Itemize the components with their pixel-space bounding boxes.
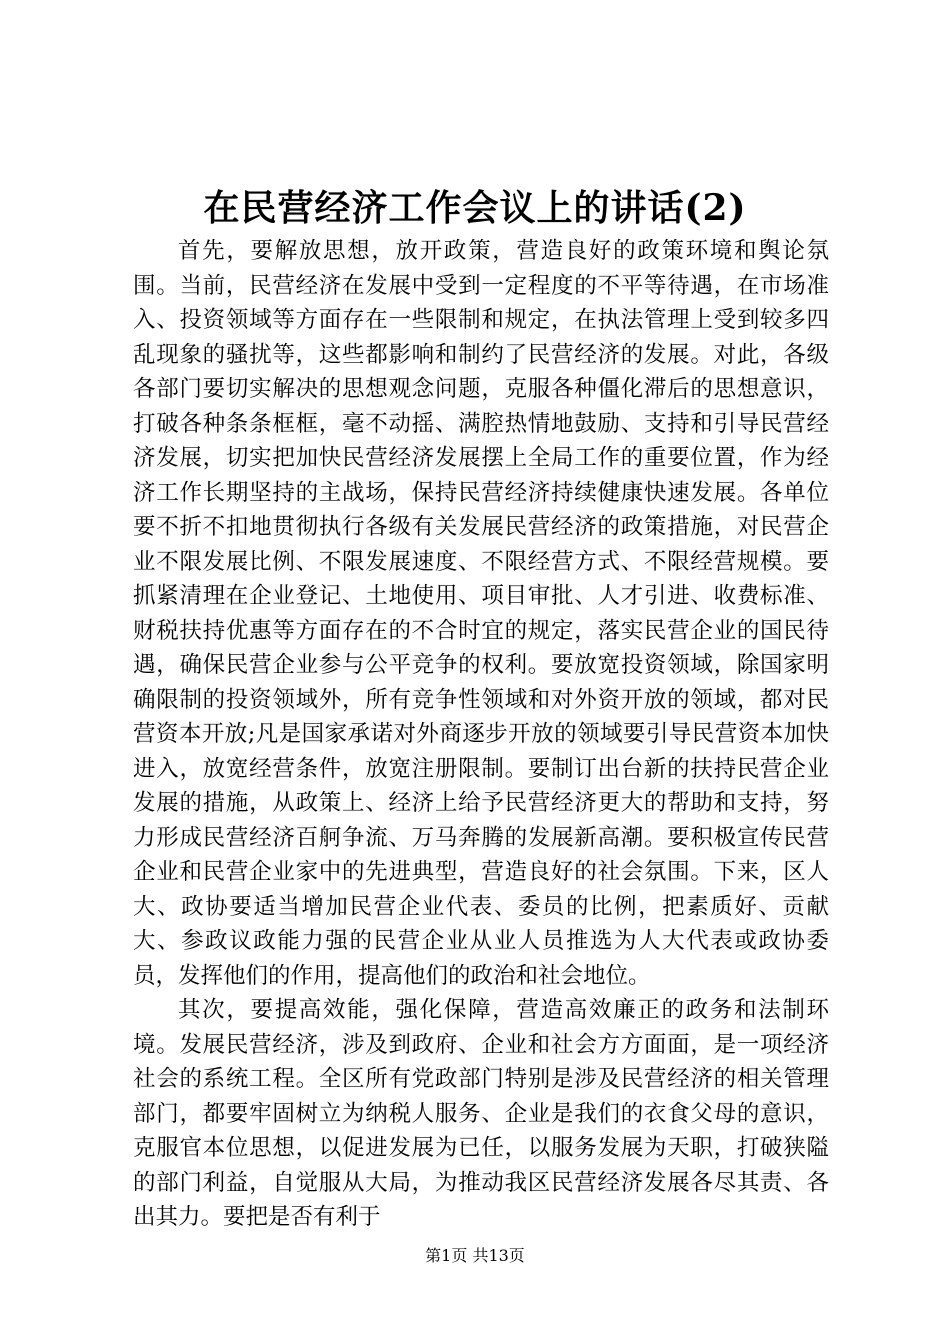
- paragraph-2: 其次，要提高效能，强化保障，营造高效廉正的政务和法制环境。发展民营经济，涉及到政府、企业和社会方方面面，是一项经济社会的系统工程。全区所有党政部门特别是涉及民营经济的相关管理部门，都要牢固树立为纳税人服务、企业是我们的衣食父母的意识，克服官本位思想，以促进发展为已任，以服务发展为天职，打破狭隘的部门利益，自觉服从大局，为推动我区民营经济发展各尽其责、各出其力。要把是否有利于: [133, 997, 829, 1230]
- page-title: 在民营经济工作会议上的讲话(2): [203, 187, 747, 229]
- document-body: [133, 234, 829, 1235]
- paragraph-1: 首先，要解放思想，放开政策，营造良好的政策环境和舆论氛围。当前，民营经济在发展中受到一定程度的不平等待遇，在市场准入、投资领域等方面存在一些限制和规定，在执法管理上受到较多四乱现象的骚扰等，这些都影响和制约了民营经济的发展。对此，各级各部门要切实解决的思想观念问题，克服各种僵化滞后的思想意识，打破各种条条框框，毫不动摇、满腔热情地鼓励、支持和引导民营经济发展，切实把加快民营经济发展摆上全局工作的重要位置，作为经济工作长期坚持的主战场，保持民营经济持续健康快速发展。各单位要不折不扣地贯彻执行各级有关发展民营经济的政策措施，对民营企业不限发展比例、不限发展速度、不限经营方式、不限经营规模。要抓紧清理在企业登记、土地使用、项目审批、人才引进、收费标准、财税扶持优惠等方面存在的不合时宜的规定，落实民营企业的国民待遇，确保民营企业参与公平竞争的权利。要放宽投资领域，除国家明确限制的投资领域外，所有竞争性领域和对外资开放的领域，都对民营资本开放;凡是国家承诺对外商逐步开放的领域要引导民营资本加快进入，放宽经营条件，放宽注册限制。要制订出台新的扶持民营企业发展的措施，从政策上、经济上给予民营经济更大的帮助和支持，努力形成民营经济百舸争流、万马奔腾的发展新高潮。要积极宣传民营企业和民营企业家中的先进典型，营造良好的社会氛围。下来，区人大、政协要适当增加民营企业代表、委员的比例，把素质好、贡献大、参政议政能力强的民营企业从业人员推选为人大代表或政协委员，发挥他们的作用，提高他们的政治和社会地位。: [133, 238, 829, 989]
- page-footer: 第1页 共13页: [425, 1246, 525, 1265]
